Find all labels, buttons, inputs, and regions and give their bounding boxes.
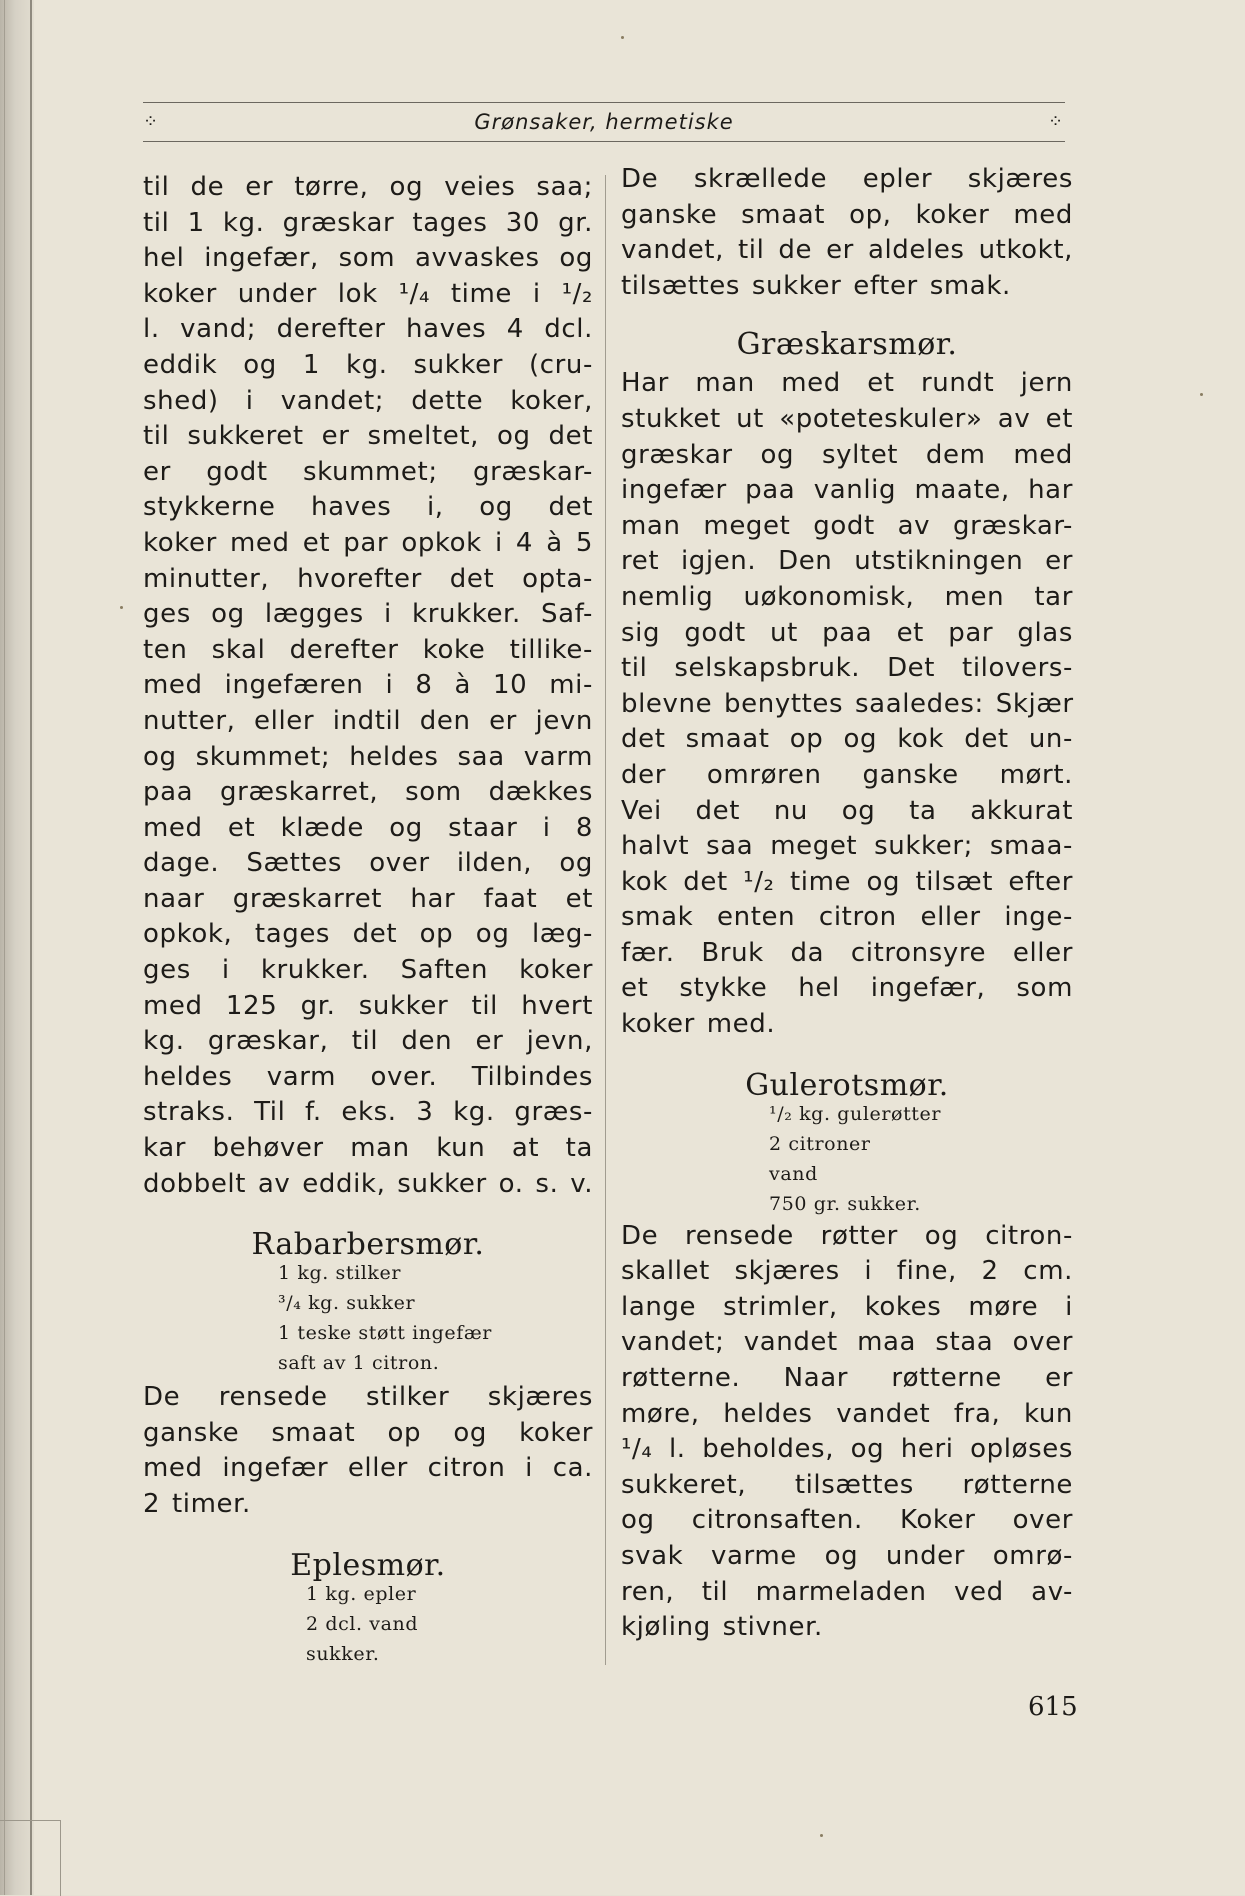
text-line: ret igjen. Den utstikningen er xyxy=(621,546,1073,577)
text-line: til de er tørre, og veies saa; xyxy=(143,172,593,202)
text-line: og skummet; heldes saa varm xyxy=(143,741,593,772)
text-line: vandet; vandet maa staa over xyxy=(621,1327,1073,1358)
text-line: der omrøren ganske mørt. xyxy=(621,759,1073,790)
text-line: De rensede stilker skjæres xyxy=(143,1382,593,1413)
text-line: til 1 kg. græskar tages 30 gr. xyxy=(143,207,593,238)
paper-speck xyxy=(120,606,123,609)
ornament-left-icon: ⁘ xyxy=(143,111,159,132)
text-line: til selskapsbruk. Det tilovers- xyxy=(621,653,1073,684)
text-line: smak enten citron eller inge- xyxy=(621,902,1073,933)
text-line: paa græskarret, som dækkes xyxy=(143,777,593,808)
text-line: Vei det nu og ta akkurat xyxy=(621,795,1073,826)
text-line: skallet skjæres i fine, 2 cm. xyxy=(621,1256,1073,1287)
ingredient-item: sukker. xyxy=(306,1642,380,1665)
method-paragraph-gulerotsmor xyxy=(621,1219,1073,1646)
text-line: ganske smaat op, koker med xyxy=(621,199,1073,230)
method-paragraph-eplesmor xyxy=(621,162,1073,304)
text-line: stykkerne haves i, og det xyxy=(143,492,593,523)
text-line: halvt saa meget sukker; smaa- xyxy=(621,831,1073,862)
text-line: 2 timer. xyxy=(143,1489,251,1519)
ingredient-list-eplesmor xyxy=(143,1579,593,1669)
ingredient-item: 2 dcl. vand xyxy=(306,1612,419,1635)
text-line: fær. Bruk da citronsyre eller xyxy=(621,937,1073,968)
text-line: svak varme og under omrø- xyxy=(621,1541,1073,1571)
ingredient-item: ¹/₂ kg. gulerøtter xyxy=(769,1102,942,1125)
method-paragraph-rabarbersmor xyxy=(143,1380,593,1522)
ingredient-item: 2 citroner xyxy=(769,1132,871,1155)
text-line: sukkeret, tilsættes røtterne xyxy=(621,1469,1073,1500)
text-line: lange strimler, kokes møre i xyxy=(621,1291,1073,1322)
ingredient-list-rabarbersmor xyxy=(143,1258,593,1378)
recipe-title-eplesmor: Eplesmør. xyxy=(290,1547,446,1583)
text-line: med ingefær eller citron i ca. xyxy=(143,1453,593,1484)
text-line: med ingefæren i 8 à 10 mi- xyxy=(143,670,593,701)
text-line: kjøling stivner. xyxy=(621,1612,823,1643)
text-line: hel ingefær, som avvaskes og xyxy=(143,243,593,274)
text-line: nemlig uøkonomisk, men tar xyxy=(621,581,1073,612)
paper-speck xyxy=(820,1834,823,1837)
text-line: ges og lægges i krukker. Saf- xyxy=(143,599,593,630)
binding-rule xyxy=(30,0,32,1895)
ingredient-item: ³/₄ kg. sukker xyxy=(278,1292,416,1315)
scan-corner-mark xyxy=(0,1820,61,1896)
ingredient-item: saft av 1 citron. xyxy=(278,1352,440,1375)
text-line: tilsættes sukker efter smak. xyxy=(621,270,1011,301)
ingredient-item: 1 teske støtt ingefær xyxy=(278,1322,492,1345)
text-line: græskar og syltet dem med xyxy=(621,439,1073,470)
text-line: til sukkeret er smeltet, og det xyxy=(143,421,593,452)
text-line: det smaat op og kok det un- xyxy=(621,724,1073,755)
recipe-title-graeskarsmor: Græskarsmør. xyxy=(736,327,958,363)
ingredient-item: 1 kg. stilker xyxy=(278,1262,402,1285)
text-line: dage. Sættes over ilden, og xyxy=(143,848,593,879)
ornament-right-icon: ⁘ xyxy=(1048,111,1064,132)
text-line: røtterne. Naar røtterne er xyxy=(621,1363,1073,1394)
column-divider xyxy=(605,175,606,1665)
text-line: ren, til marmeladen ved av- xyxy=(621,1576,1073,1607)
book-binding-edge xyxy=(0,0,34,1895)
text-line: koker med et par opkok i 4 à 5 xyxy=(143,527,593,558)
text-line: dobbelt av eddik, sukker o. s. v. xyxy=(143,1168,594,1199)
ingredient-item: 750 gr. sukker. xyxy=(769,1192,921,1215)
method-paragraph-graeskarsmor xyxy=(621,366,1073,1042)
binding-rule-outer xyxy=(4,0,5,1895)
text-line: man meget godt av græskar- xyxy=(621,510,1073,541)
text-line: møre, heldes vandet fra, kun xyxy=(621,1398,1073,1429)
text-line: eddik og 1 kg. sukker (cru- xyxy=(143,349,593,380)
text-line: koker med. xyxy=(621,1009,776,1040)
text-line: Har man med et rundt jern xyxy=(621,368,1073,399)
text-line: blevne benyttes saaledes: Skjær xyxy=(621,688,1074,719)
header-bottom-rule xyxy=(143,141,1065,142)
paper-speck xyxy=(621,36,624,39)
text-line: koker under lok ¹/₄ time i ¹/₂ xyxy=(143,278,593,309)
text-line: med et klæde og staar i 8 xyxy=(143,812,593,843)
text-line: opkok, tages det op og læg- xyxy=(143,919,593,950)
text-line: minutter, hvorefter det opta- xyxy=(143,563,593,594)
page-number: 615 xyxy=(1028,1692,1078,1722)
text-line: og citronsaften. Koker over xyxy=(621,1505,1073,1536)
text-line: et stykke hel ingefær, som xyxy=(621,973,1073,1004)
paper-speck xyxy=(1200,393,1203,396)
text-line: straks. Til f. eks. 3 kg. græs- xyxy=(143,1097,593,1128)
ingredient-list-gulerotsmor xyxy=(621,1099,1073,1219)
text-line: vandet, til de er aldeles utkokt, xyxy=(621,235,1073,266)
ingredient-item: 1 kg. epler xyxy=(306,1582,417,1605)
left-column xyxy=(143,170,593,1669)
text-line: ten skal derefter koke tillike- xyxy=(143,634,593,665)
text-line: er godt skummet; græskar- xyxy=(143,456,593,487)
right-column xyxy=(621,162,1073,1646)
text-line: ingefær paa vanlig maate, har xyxy=(621,475,1073,506)
recipe-title-rabarbersmor: Rabarbersmør. xyxy=(251,1227,485,1263)
text-line: ges i krukker. Saften koker xyxy=(143,955,593,986)
text-line: kok det ¹/₂ time og tilsæt efter xyxy=(621,866,1073,897)
text-line: med 125 gr. sukker til hvert xyxy=(143,990,593,1021)
intro-paragraph xyxy=(143,170,593,1202)
text-line: stukket ut «poteteskuler» av et xyxy=(621,403,1073,434)
text-line: nutter, eller indtil den er jevn xyxy=(143,705,593,736)
text-line: naar græskarret har faat et xyxy=(143,883,593,914)
text-line: kar behøver man kun at ta xyxy=(143,1133,593,1164)
text-line: sig godt ut paa et par glas xyxy=(621,617,1073,648)
text-line: ¹/₄ l. beholdes, og heri opløses xyxy=(621,1434,1073,1465)
text-line: De rensede røtter og citron- xyxy=(621,1220,1073,1251)
text-line: l. vand; derefter haves 4 dcl. xyxy=(143,314,593,345)
text-line: De skrællede epler skjæres xyxy=(621,164,1073,194)
header-top-rule xyxy=(143,102,1065,103)
text-line: shed) i vandet; dette koker, xyxy=(143,385,593,416)
text-line: ganske smaat op og koker xyxy=(143,1417,593,1448)
ingredient-item: vand xyxy=(769,1162,818,1185)
text-line: heldes varm over. Tilbindes xyxy=(143,1061,593,1092)
text-line: kg. græskar, til den er jevn, xyxy=(143,1026,593,1057)
running-head: Grønsaker, hermetiske xyxy=(474,110,734,134)
recipe-title-gulerotsmor: Gulerotsmør. xyxy=(745,1067,949,1103)
